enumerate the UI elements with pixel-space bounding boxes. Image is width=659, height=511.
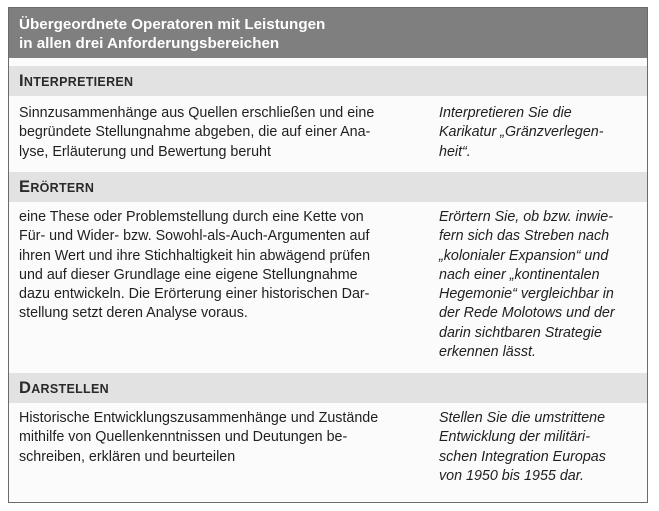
example-line: schen Integration Europas (439, 448, 606, 465)
section-description-interpretieren (19, 104, 414, 162)
description-line: stellung setzt deren Analyse voraus. (19, 305, 248, 322)
description-line: begründete Stellungnahme abgeben, die auf einer Ana- (19, 124, 371, 141)
example-line: nach einer „kontinentalen (439, 266, 600, 283)
description-line: dazu entwickeln. Die Erörterung einer historischen Dar- (19, 286, 370, 303)
example-line: erkennen lässt. (439, 344, 536, 361)
operator-table (8, 7, 648, 503)
description-line: eine These oder Problemstellung durch eine Kette von (19, 209, 364, 225)
table-title-line-1: Übergeordnete Operatoren mit Leistungen (19, 16, 326, 33)
section-heading-label (19, 178, 94, 197)
section-example-darstellen (439, 409, 639, 486)
example-line: der Rede Molotows und der (439, 305, 615, 322)
section-description-darstellen (19, 409, 414, 467)
example-line: Hegemonie“ vergleichbar in (439, 286, 614, 303)
example-line: Stellen Sie die umstrittene (439, 410, 606, 426)
description-line: schreiben, erklären und beurteilen (19, 448, 236, 465)
section-heading-label (19, 72, 133, 91)
section-example-interpretieren (439, 104, 639, 162)
section-description-eroertern (19, 208, 414, 324)
description-line: Sinnzusammenhänge aus Quellen erschließen und eine (19, 105, 375, 121)
description-line: mithilfe von Quellenkenntnissen und Deutungen be- (19, 429, 348, 446)
section-example-eroertern (439, 208, 639, 362)
section-heading-darstellen (9, 373, 647, 403)
description-line: Historische Entwicklungszusammenhänge und Zustände (19, 410, 379, 426)
table-title-line-2: in allen drei Anforderungsbereichen (19, 35, 280, 52)
description-line: Für- und Wider- bzw. Sowohl-als-Auch-Argumenten auf (19, 228, 370, 245)
example-line: darin sichtbaren Strategie (439, 324, 602, 341)
example-line: heit“. (439, 143, 471, 160)
example-line: fern sich das Streben nach (439, 228, 610, 245)
description-line: lyse, Erläuterung und Bewertung beruht (19, 143, 271, 160)
example-line: von 1950 bis 1955 dar. (439, 467, 584, 484)
heading-initial: E (19, 177, 31, 196)
description-line: und auf dieser Grundlage eine eigene Stellungnahme (19, 266, 358, 283)
heading-initial: D (19, 378, 32, 397)
example-line: Interpretieren Sie die (439, 105, 572, 121)
heading-rest: NTERPRETIEREN (23, 74, 134, 89)
example-line: Entwicklung der militäri- (439, 429, 590, 446)
example-line: Karikatur „Gränzverlegen- (439, 124, 604, 141)
table-title (9, 8, 647, 58)
section-heading-eroertern (9, 172, 647, 202)
example-line: Erörtern Sie, ob bzw. inwie- (439, 209, 614, 225)
heading-initial: I (19, 71, 24, 90)
heading-rest: RÖRTERN (30, 180, 95, 195)
section-heading-label (19, 379, 109, 398)
section-heading-interpretieren (9, 66, 647, 96)
description-line: ihren Wert und ihre Stichhaltigkeit hin abwägend prüfen (19, 247, 371, 264)
heading-rest: ARSTELLEN (31, 381, 109, 396)
example-line: „kolonialer Expansion“ und (439, 247, 609, 264)
